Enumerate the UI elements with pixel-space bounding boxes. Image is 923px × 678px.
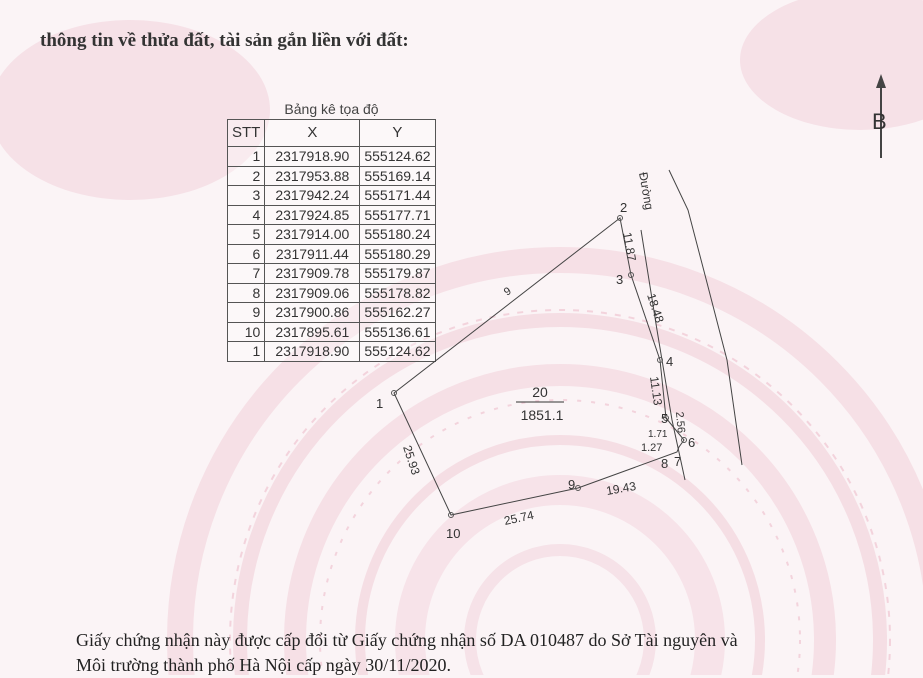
- cell-stt: 1: [228, 147, 265, 167]
- vertex-label-2: 2: [620, 200, 628, 215]
- vertex-label-1: 1: [376, 396, 384, 411]
- vertex-label-5: 5: [661, 411, 669, 426]
- cell-stt: 5: [228, 225, 265, 245]
- cell-stt: 3: [228, 186, 265, 206]
- vertex-label-6: 6: [688, 435, 696, 450]
- cell-stt: 6: [228, 244, 265, 264]
- cell-y: 555169.14: [360, 166, 435, 186]
- cell-y: 555136.61: [360, 322, 435, 342]
- column-header-y: Y: [360, 120, 435, 147]
- edge-length-5-6: 2.56: [673, 411, 687, 434]
- cell-y: 555177.71: [360, 205, 435, 225]
- cell-x: 2317909.78: [265, 264, 360, 284]
- vertex-label-10: 10: [446, 526, 461, 541]
- neighbor-parcel-mark: 9: [501, 285, 514, 299]
- cell-x: 2317942.24: [265, 186, 360, 206]
- cell-stt: 9: [228, 303, 265, 323]
- cell-y: 555180.24: [360, 225, 435, 245]
- column-header-stt: STT: [228, 120, 265, 147]
- issuance-note-line-2: Môi trường thành phố Hà Nội cấp ngày 30/11/2020.: [76, 655, 452, 675]
- issuance-note: [76, 628, 738, 678]
- cell-x: 2317953.88: [265, 166, 360, 186]
- cell-x: 2317918.90: [265, 147, 360, 167]
- vertex-markers: [392, 216, 687, 518]
- vertex-label-9: 9: [568, 477, 576, 492]
- parcel-area: 1851.1: [520, 407, 564, 423]
- edge-length-6-7: 1.71: [648, 429, 668, 440]
- cell-stt: 7: [228, 264, 265, 284]
- edge-length-8-9: 19.43: [605, 478, 638, 498]
- column-header-x: X: [265, 120, 360, 147]
- north-arrow: [872, 74, 887, 158]
- vertex-label-3: 3: [616, 272, 624, 287]
- edge-length-10-1: 25.93: [400, 443, 423, 477]
- vertex-label-8: 8: [661, 456, 669, 471]
- coordinate-table-title: Bảng kê tọa độ: [284, 101, 379, 117]
- cell-y: 555124.62: [360, 147, 435, 167]
- cell-stt: 10: [228, 322, 265, 342]
- cell-x: 2317914.00: [265, 225, 360, 245]
- cell-y: 555162.27: [360, 303, 435, 323]
- issuance-note-line-1: Giấy chứng nhận này được cấp đổi từ Giấy chứng nhận số DA 010487 do Sở Tài nguyên và: [76, 630, 738, 650]
- vertex-label-4: 4: [666, 354, 674, 369]
- edge-length-7-8: 1.27: [641, 442, 663, 454]
- edge-length-4-5: 11.13: [647, 375, 665, 407]
- cell-x: 2317895.61: [265, 322, 360, 342]
- cell-x: 2317911.44: [265, 244, 360, 264]
- cell-y: 555178.82: [360, 283, 435, 303]
- cell-stt: 2: [228, 166, 265, 186]
- north-label: B: [872, 109, 887, 134]
- cell-y: 555124.62: [360, 342, 435, 362]
- cell-x: 2317909.06: [265, 283, 360, 303]
- cell-stt: 4: [228, 205, 265, 225]
- cell-x: 2317900.86: [265, 303, 360, 323]
- parcel-number: 20: [532, 384, 548, 400]
- parcel-boundary: [394, 218, 684, 515]
- edge-length-9-10: 25.74: [502, 507, 535, 528]
- cell-y: 555171.44: [360, 186, 435, 206]
- cell-x: 2317918.90: [265, 342, 360, 362]
- cell-stt: 1: [228, 342, 265, 362]
- cell-y: 555179.87: [360, 264, 435, 284]
- section-header: thông tin về thửa đất, tài sản gắn liền với đất:: [40, 30, 409, 51]
- road-label: Đường: [636, 171, 657, 211]
- edge-length-3-4: 18.48: [644, 291, 667, 325]
- cell-x: 2317924.85: [265, 205, 360, 225]
- cell-y: 555180.29: [360, 244, 435, 264]
- cell-stt: 8: [228, 283, 265, 303]
- edge-length-2-3: 11.87: [620, 231, 639, 263]
- vertex-label-7: 7: [674, 454, 682, 469]
